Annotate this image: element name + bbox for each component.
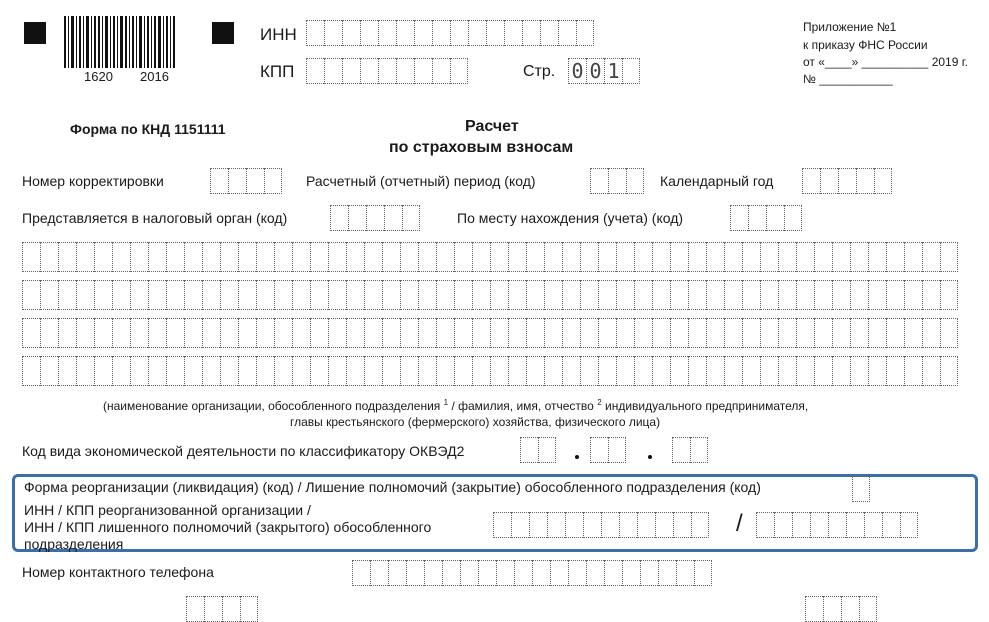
reorganization-code-cell[interactable] xyxy=(852,476,870,502)
next-row-cells[interactable] xyxy=(186,596,258,622)
reorg-inn-label-line2: ИНН / КПП лишенного полномочий (закрытого) обособленного xyxy=(24,519,432,535)
name-grid-row[interactable] xyxy=(22,356,958,386)
corner-marker-right xyxy=(212,22,234,44)
tax-authority-label: Представляется в налоговый орган (код) xyxy=(22,210,288,226)
name-grid-row[interactable] xyxy=(22,242,958,272)
period-label: Расчетный (отчетный) период (код) xyxy=(306,173,536,189)
inn-label: ИНН xyxy=(260,25,297,44)
form-title-line1: Расчет xyxy=(465,118,519,135)
appendix-line3: от «____» __________ 2019 г. xyxy=(803,55,968,69)
barcode-left-number: 1620 xyxy=(84,69,113,84)
appendix-line1: Приложение №1 xyxy=(803,20,897,34)
inn-cells[interactable] xyxy=(306,20,594,46)
period-cells[interactable] xyxy=(590,168,644,194)
correction-cells[interactable] xyxy=(210,168,282,194)
okved-cells-group2[interactable] xyxy=(590,437,626,463)
correction-label: Номер корректировки xyxy=(22,173,164,189)
corner-marker-left xyxy=(24,22,46,44)
reorg-kpp-cells[interactable] xyxy=(756,512,918,538)
name-caption-line1: (наименование организации, обособленного подразделения $^1$ / фамилия, имя, отчество $^2$ индивидуального предпринимателя, xyxy=(103,398,809,413)
reorg-inn-cells[interactable] xyxy=(493,512,709,538)
location-label: По месту нахождения (учета) (код) xyxy=(457,210,684,226)
page-number-cells[interactable] xyxy=(568,58,640,84)
barcode-right-number: 2016 xyxy=(140,69,169,84)
okved-cells-group1[interactable] xyxy=(520,437,556,463)
form-title-line2: по страховым взносам xyxy=(389,139,574,156)
location-cells[interactable] xyxy=(730,205,802,231)
okved-dot-separator xyxy=(575,455,579,459)
reorg-inn-label-line1: ИНН / КПП реорганизованной организации / xyxy=(24,502,311,518)
page-label: Стр. xyxy=(523,63,556,80)
tax-authority-cells[interactable] xyxy=(330,205,420,231)
okved-label: Код вида экономической деятельности по классификатору ОКВЭД2 xyxy=(22,443,465,459)
appendix-line4: № ___________ xyxy=(803,72,893,86)
page-digit: 0 xyxy=(586,58,604,84)
page-digit: 0 xyxy=(568,58,586,84)
barcode xyxy=(64,16,177,68)
next-row-cells-right[interactable] xyxy=(805,596,877,622)
appendix-line2: к приказу ФНС России xyxy=(803,38,928,52)
page-digit: 1 xyxy=(604,58,622,84)
reorganization-label: Форма реорганизации (ликвидация) (код) / Лишение полномочий (закрытие) обособленного подразделения (код) xyxy=(24,479,761,495)
okved-cells-group3[interactable] xyxy=(672,437,708,463)
year-label: Календарный год xyxy=(660,173,774,189)
name-grid-row[interactable] xyxy=(22,318,958,348)
form-knd-label: Форма по КНД 1151111 xyxy=(70,121,226,137)
name-grid-row[interactable] xyxy=(22,280,958,310)
inn-kpp-slash: / xyxy=(736,510,743,537)
kpp-cells[interactable] xyxy=(306,58,468,84)
reorg-inn-label-line3: подразделения xyxy=(24,536,124,552)
okved-dot-separator xyxy=(648,455,652,459)
phone-label: Номер контактного телефона xyxy=(22,564,214,580)
phone-cells[interactable] xyxy=(352,560,712,586)
year-cells[interactable] xyxy=(802,168,892,194)
name-caption-line2: главы крестьянского (фермерского) хозяйства, физического лица) xyxy=(290,415,661,429)
kpp-label: КПП xyxy=(260,62,295,81)
